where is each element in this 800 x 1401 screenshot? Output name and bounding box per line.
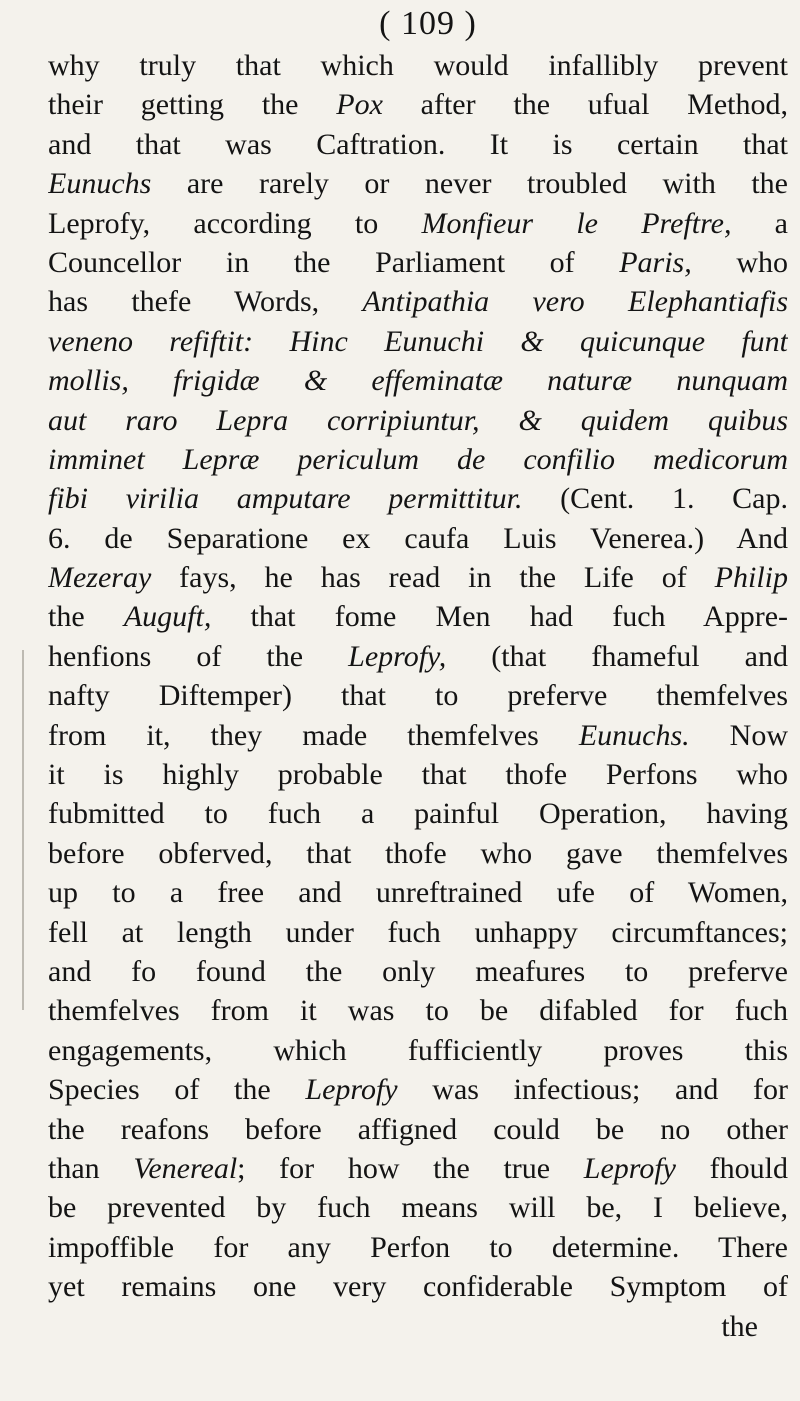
text-line [48, 361, 788, 400]
text-run: why truly that which would infallibly prevent [48, 49, 788, 82]
text-run: be prevented by fuch means will be, I believe, [48, 1191, 788, 1225]
text-run: Species of the [48, 1073, 306, 1107]
italic-text: Philip [714, 561, 788, 595]
text-run: it is highly probable that thofe Perfons who [48, 758, 788, 792]
text-run: Councellor in the Parliament of [48, 245, 620, 279]
text-run: fell at length under fuch unhappy circumftances; [48, 915, 788, 949]
text-run: are rarely or never troubled with the [151, 167, 788, 201]
italic-text: mollis, frigidæ & effeminatæ naturæ nunquam [48, 364, 788, 398]
text-line [48, 1110, 788, 1149]
text-line [48, 794, 788, 833]
text-run: from it, they made themfelves [48, 718, 579, 752]
body-text [48, 46, 788, 1346]
catchword: the [721, 1309, 758, 1343]
text-run: engagements, which fufficiently proves this [48, 1033, 788, 1067]
italic-text: Eunuchs [48, 167, 152, 201]
text-run: their getting the [48, 88, 337, 122]
text-run: who [691, 245, 788, 279]
text-line [48, 991, 788, 1030]
text-run: 6. de Separatione ex caufa Luis Venerea.) And [48, 521, 788, 555]
text-run: than [48, 1151, 134, 1185]
italic-text: Leprofy [583, 1151, 676, 1185]
text-line [48, 85, 788, 124]
text-line [48, 676, 788, 715]
text-line [48, 1267, 788, 1306]
text-run: Now [689, 718, 788, 752]
text-run: (that fhameful and [446, 639, 788, 673]
text-line [48, 479, 788, 518]
italic-text: imminet Lepræ periculum de confilio medicorum [48, 442, 788, 476]
text-line [48, 519, 788, 558]
text-run: henfions of the [48, 639, 349, 673]
text-line [48, 164, 788, 203]
italic-text: veneno refiftit: Hinc Eunuchi & quicunque funt [48, 324, 788, 358]
text-line [48, 322, 788, 361]
text-line [48, 204, 788, 243]
binding-shadow [22, 650, 24, 1010]
text-line [48, 755, 788, 794]
text-run: fubmitted to fuch a painful Operation, having [48, 797, 788, 831]
text-line [48, 952, 788, 991]
text-line [48, 1149, 788, 1188]
text-run: themfelves from it was to be difabled for fuch [48, 994, 788, 1028]
text-run: a [731, 206, 788, 240]
italic-text: Paris, [619, 245, 692, 279]
text-run: fays, he has read in the Life of [151, 561, 715, 595]
text-run: Leprofy, according to [48, 206, 422, 240]
text-line [48, 637, 788, 676]
text-line [48, 1188, 788, 1227]
text-line [48, 401, 788, 440]
text-run: the [48, 600, 124, 634]
text-run: was infectious; and for [397, 1073, 788, 1107]
page-header [0, 4, 800, 44]
text-line [48, 716, 788, 755]
italic-text: fibi virilia amputare permittitur. [48, 482, 523, 516]
italic-text: Antipathia vero Elephantiafis [362, 285, 788, 319]
text-line [48, 1228, 788, 1267]
text-line [48, 243, 788, 282]
text-line [48, 873, 788, 912]
italic-text: Venereal [133, 1151, 238, 1185]
text-run: after the ufual Method, [382, 88, 788, 122]
text-run: ; for how the true [237, 1151, 584, 1185]
text-line [48, 834, 788, 873]
text-run: impoffible for any Perfon to determine. There [48, 1230, 788, 1264]
text-line [48, 597, 788, 636]
italic-text: Eunuchs. [578, 718, 690, 752]
text-line [48, 440, 788, 479]
text-line [48, 1070, 788, 1109]
text-line [48, 913, 788, 952]
page-number: ( 109 ) [379, 5, 477, 42]
italic-text: Pox [336, 88, 383, 122]
text-line [48, 1031, 788, 1070]
text-run: nafty Diftemper) that to preferve themfelves [48, 679, 788, 713]
text-line [48, 46, 788, 85]
text-line [48, 558, 788, 597]
text-run: up to a free and unreftrained ufe of Women, [48, 876, 788, 910]
text-run: and fo found the only meafures to preferve [48, 954, 788, 988]
italic-text: Leprofy, [348, 639, 447, 673]
text-run: before obferved, that thofe who gave themfelves [48, 836, 788, 870]
text-run: (Cent. 1. Cap. [522, 482, 788, 516]
text-run: fhould [676, 1151, 788, 1185]
italic-text: Auguft, [123, 600, 212, 634]
text-line [48, 125, 788, 164]
text-run: that fome Men had fuch Appre- [211, 600, 788, 634]
italic-text: aut raro Lepra corripiuntur, & quidem quibus [48, 403, 788, 437]
italic-text: Monfieur le Preftre, [421, 206, 732, 240]
text-run: the reafons before affigned could be no other [48, 1112, 788, 1146]
text-run: yet remains one very confiderable Symptom of [48, 1270, 788, 1304]
text-run: and that was Caftration. It is certain that [48, 127, 788, 161]
text-run: has thefe Words, [48, 285, 363, 319]
italic-text: Leprofy [305, 1073, 398, 1107]
text-line [48, 282, 788, 321]
italic-text: Mezeray [48, 561, 152, 595]
